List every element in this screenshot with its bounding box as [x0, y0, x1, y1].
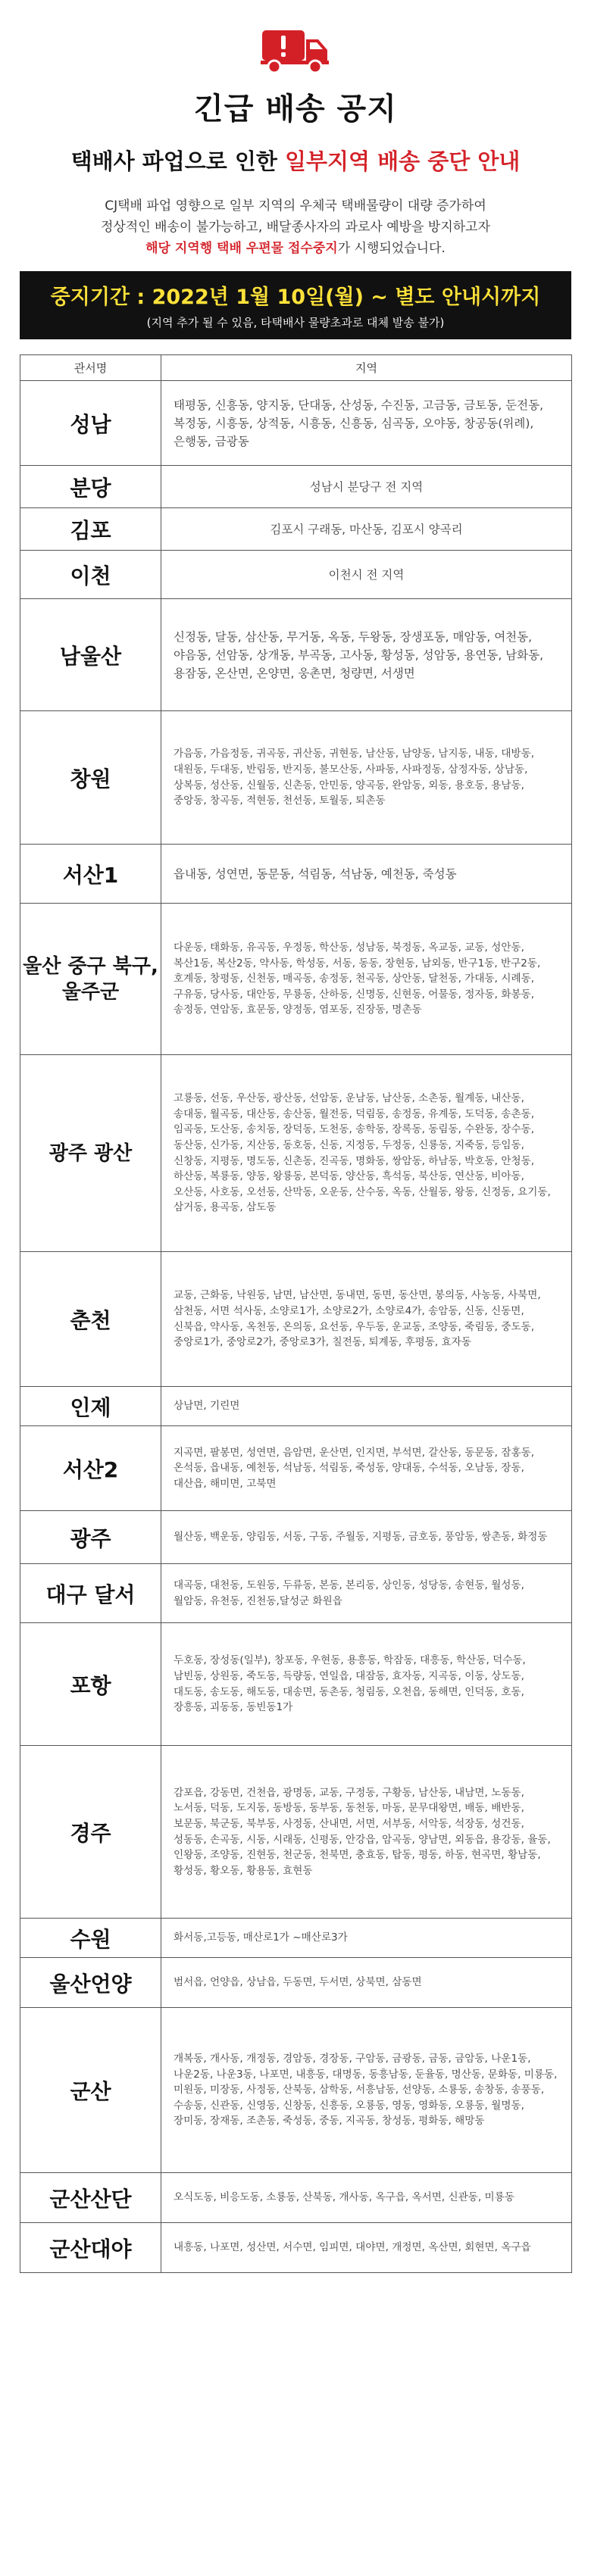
office-name: 창원	[20, 711, 161, 845]
column-header-area: 지역	[161, 355, 572, 381]
office-name: 서산2	[20, 1426, 161, 1511]
office-name: 수원	[20, 1919, 161, 1958]
table-row	[20, 1055, 572, 1252]
table-row	[20, 2173, 572, 2223]
office-name: 이천	[20, 551, 161, 599]
page-subtitle	[0, 145, 591, 176]
desc-line-2: 정상적인 배송이 불가능하고, 배달종사자의 과로사 예방을 방지하고자	[100, 220, 491, 235]
office-areas: 대곡동, 대천동, 도원동, 두류동, 본동, 본리동, 상인동, 성당동, 송현동, 월성동, 월암동, 유천동, 진천동,달성군 화원읍	[161, 1564, 572, 1623]
column-header-office: 관서명	[20, 355, 161, 381]
office-areas: 이천시 전 지역	[161, 551, 572, 599]
table-row	[20, 381, 572, 466]
table-row	[20, 904, 572, 1055]
office-areas: 상남면, 기린면	[161, 1387, 572, 1426]
office-areas: 개복동, 개사동, 개정동, 경암동, 경장동, 구암동, 금광동, 금동, 금암동, 나운1동, 나운2동, 나운3동, 나포면, 내흥동, 대명동, 동흥남동, 둔율동, 명산동, 문화동, 미룡동, 미원동, 미장동, 사정동, 산북동, 삼학동, 서흥남동, 선양동, 소룡동, 송창동, 송풍동, 수송동, 신관동, 신영동, 신창동, 신흥동, 오룡동, 영동, 영화동, 오룡동, 월명동, 장미동, 장재동, 조촌동, 죽성동, 중동, 지곡동, 창성동, 평화동, 해망동	[161, 2008, 572, 2173]
office-areas: 가음동, 가음정동, 귀곡동, 귀산동, 귀현동, 남산동, 남양동, 남지동, 내동, 대방동, 대원동, 두대동, 반림동, 반지동, 불모산동, 사파동, 사파정동, 삼정자동, 상남동, 상복동, 성산동, 신월동, 신촌동, 안민동, 양곡동, 완암동, 외동, 용호동, 용남동, 중앙동, 창곡동, 적현동, 천선동, 토월동, 퇴촌동	[161, 711, 572, 845]
notice-description	[0, 195, 591, 259]
office-name: 울산 중구 북구,울주군	[20, 904, 161, 1055]
notice-header	[0, 0, 591, 259]
table-row	[20, 551, 572, 599]
table-row	[20, 508, 572, 551]
office-areas: 태평동, 신흥동, 양지동, 단대동, 산성동, 수진동, 고금동, 금토동, 둔전동, 복정동, 시흥동, 상적동, 시흥동, 신흥동, 심곡동, 오야동, 창공동(위례), 은행동, 금광동	[161, 381, 572, 466]
table-row	[20, 845, 572, 904]
table-row	[20, 1252, 572, 1387]
office-name: 대구 달서	[20, 1564, 161, 1623]
office-areas: 성남시 분당구 전 지역	[161, 466, 572, 508]
office-areas: 교동, 근화동, 낙원동, 남면, 남산면, 동내면, 동면, 동산면, 봉의동, 사농동, 사북면, 삼천동, 서면 석사동, 소양로1가, 소양로2가, 소양로4가, 송암동, 신동, 신동면, 신북읍, 약사동, 옥천동, 온의동, 요선동, 우두동, 운교동, 조양동, 죽림동, 중도동, 중앙로1가, 중앙로2가, 중앙로3가, 칠전동, 퇴계동, 후평동, 효자동	[161, 1252, 572, 1387]
delivery-truck-alert-icon	[259, 26, 332, 76]
office-areas: 내흥동, 나포면, 성산면, 서수면, 임피면, 대야면, 개정면, 옥산면, 회현면, 옥구읍	[161, 2223, 572, 2273]
office-name: 군산대야	[20, 2223, 161, 2273]
office-areas: 월산동, 백운동, 양림동, 서동, 구동, 주월동, 지평동, 금호동, 풍암동, 쌍촌동, 화정동	[161, 1511, 572, 1564]
office-areas: 고룡동, 선동, 우산동, 광산동, 선암동, 운남동, 남산동, 소촌동, 월계동, 내산동, 송대동, 월곡동, 대산동, 송산동, 월전동, 덕림동, 송정동, 유계동, 도덕동, 송촌동, 임곡동, 도산동, 송치동, 장덕동, 도천동, 송학동, 장록동, 동림동, 수완동, 장수동, 동산동, 신가동, 지산동, 동호동, 신동, 지정동, 두정동, 신룡동, 지죽동, 등임동, 신창동, 지평동, 명도동, 신촌동, 진곡동, 명화동, 쌍암동, 하남동, 박호동, 안청동, 하산동, 복룡동, 양동, 왕룡동, 본덕동, 양산동, 흑석동, 북산동, 연산동, 비아동, 오산동, 사호동, 오선동, 산막동, 오운동, 산수동, 옥동, 산월동, 왕동, 신정동, 요기동, 삼거동, 용곡동, 삼도동	[161, 1055, 572, 1252]
table-header-row	[20, 355, 572, 381]
suspended-regions-table	[20, 354, 572, 2273]
subtitle-lead: 택배사 파업으로 인한	[70, 148, 285, 174]
desc-end: 가 시행되었습니다.	[337, 241, 446, 256]
suspension-note: (지역 추가 될 수 있음, 타택배사 물량초과로 대체 발송 불가)	[146, 316, 445, 329]
suspension-period: 중지기간 : 2022년 1월 10일(월) ~ 별도 안내시까지	[50, 286, 541, 309]
office-areas: 두호동, 장성동(일부), 창포동, 우현동, 용흥동, 학잠동, 대흥동, 학산동, 덕수동, 남빈동, 상원동, 죽도동, 득량동, 연일읍, 대잠동, 효자동, 지곡동, 이동, 상도동, 대도동, 송도동, 해도동, 대송면, 동촌동, 청림동, 오천읍, 동해면, 인덕동, 호동, 장흥동, 괴동동, 동빈동1가	[161, 1623, 572, 1746]
office-areas: 범서읍, 언양읍, 상남읍, 두동면, 두서면, 상북면, 삼동면	[161, 1958, 572, 2008]
office-areas: 감포읍, 강동면, 건천읍, 광명동, 교동, 구정동, 구황동, 남산동, 내남면, 노동동, 노서동, 덕동, 도지동, 동방동, 동부동, 동천동, 마동, 문무대왕면, 배동, 배반동, 보문동, 북군동, 북부동, 사정동, 산내면, 서면, 서부동, 서악동, 석장동, 성건동, 성동동, 손곡동, 시동, 시래동, 신평동, 안강읍, 암곡동, 양남면, 외동읍, 용강동, 율동, 인왕동, 조양동, 진현동, 천군동, 천북면, 충효동, 탑동, 평동, 하동, 현곡면, 황남동, 황성동, 황오동, 황용동, 효현동	[161, 1746, 572, 1919]
office-name: 광주	[20, 1511, 161, 1564]
office-name: 군산산단	[20, 2173, 161, 2223]
table-row	[20, 1426, 572, 1511]
office-name: 포항	[20, 1623, 161, 1746]
office-name: 춘천	[20, 1252, 161, 1387]
desc-line-1: CJ택배 파업 영향으로 일부 지역의 우체국 택배물량이 대량 증가하여	[105, 198, 486, 214]
subtitle-highlight: 일부지역 배송 중단 안내	[284, 148, 521, 174]
office-areas: 지곡면, 팔봉면, 성연면, 음암면, 운산면, 인지면, 부석면, 갈산동, 동문동, 잠홍동, 온석동, 읍내동, 예천동, 석남동, 석림동, 죽성동, 양대동, 수석동, 오남동, 장동, 대산읍, 해미면, 고북면	[161, 1426, 572, 1511]
office-areas: 다운동, 태화동, 유곡동, 우정동, 학산동, 성남동, 북정동, 옥교동, 교동, 성안동, 복산1동, 복산2동, 약사동, 학성동, 서동, 동동, 장현동, 남외동, 반구1동, 반구2동, 호계동, 창평동, 신천동, 매곡동, 송정동, 천곡동, 상안동, 달천동, 가대동, 시례동, 구유동, 당사동, 대안동, 무룡동, 산하동, 신명동, 신현동, 어물동, 정자동, 화봉동, 송정동, 연암동, 효문동, 양정동, 염포동, 진장동, 명촌동	[161, 904, 572, 1055]
suspension-period-banner	[20, 271, 571, 339]
table-row	[20, 466, 572, 508]
office-name: 광주 광산	[20, 1055, 161, 1252]
office-name: 김포	[20, 508, 161, 551]
table-row	[20, 599, 572, 711]
office-name: 성남	[20, 381, 161, 466]
table-row	[20, 711, 572, 845]
table-row	[20, 2008, 572, 2173]
table-row	[20, 2223, 572, 2273]
desc-highlight: 해당 지역행 택배 우편물 접수중지	[145, 241, 338, 256]
office-name: 울산언양	[20, 1958, 161, 2008]
office-name: 인제	[20, 1387, 161, 1426]
office-areas: 화서동,고등동, 매산로1가 ~매산로3가	[161, 1919, 572, 1958]
office-areas: 읍내동, 성연면, 동문동, 석림동, 석남동, 예천동, 죽성동	[161, 845, 572, 904]
office-name: 서산1	[20, 845, 161, 904]
office-areas: 오식도동, 비응도동, 소룡동, 산북동, 개사동, 옥구읍, 옥서면, 신관동, 미룡동	[161, 2173, 572, 2223]
page-title: 긴급 배송 공지	[194, 92, 397, 126]
office-name: 경주	[20, 1746, 161, 1919]
table-row	[20, 1511, 572, 1564]
office-name: 분당	[20, 466, 161, 508]
office-areas: 신정동, 달동, 삼산동, 무거동, 옥동, 두왕동, 장생포동, 매암동, 여천동, 야음동, 선암동, 상개동, 부곡동, 고사동, 황성동, 성암동, 용연동, 남화동, 용잠동, 온산면, 온양면, 웅촌면, 청량면, 서생면	[161, 599, 572, 711]
table-row	[20, 1623, 572, 1746]
table-row	[20, 1958, 572, 2008]
office-name: 군산	[20, 2008, 161, 2173]
table-row	[20, 1387, 572, 1426]
table-row	[20, 1564, 572, 1623]
desc-line-3	[30, 238, 561, 259]
office-areas: 김포시 구래동, 마산동, 김포시 양곡리	[161, 508, 572, 551]
table-row	[20, 1919, 572, 1958]
office-name: 남울산	[20, 599, 161, 711]
table-row	[20, 1746, 572, 1919]
